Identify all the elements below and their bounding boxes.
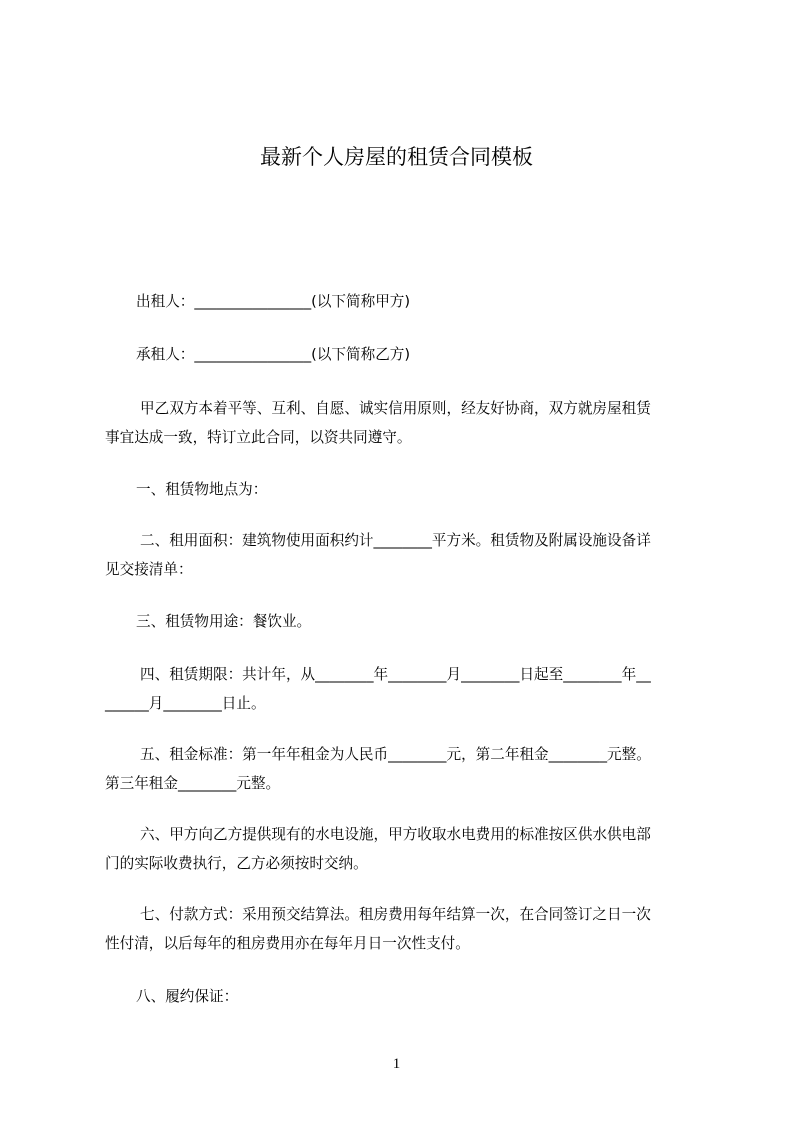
clause-3	[105, 607, 700, 636]
clause-7-line-2: 性付清，以后每年的租房费用亦在每年月日一次性支付。	[105, 935, 470, 952]
clause-3-line-1: 三、租赁物用途：餐饮业。	[136, 613, 312, 630]
clause-6-line-2: 门的实际收费执行，乙方必须按时交纳。	[105, 855, 368, 872]
clause-8-line-1: 八、履约保证：	[136, 988, 239, 1005]
document-title: 最新个人房屋的租赁合同模板	[260, 145, 533, 169]
page-number: 1	[392, 1056, 401, 1072]
lessee-line	[105, 340, 700, 369]
lessor-text: 出租人：________________(以下简称甲方)	[136, 293, 411, 310]
clause-4	[105, 660, 700, 718]
clause-5-line-2: 第三年租金________元整。	[105, 775, 281, 792]
clause-6-line-1: 六、甲方向乙方提供现有的水电设施，甲方收取水电费用的标准按区供水供电部	[140, 826, 651, 843]
preamble-line-2: 事宜达成一致，特订立此合同，以资共同遵守。	[105, 429, 412, 446]
clause-2	[105, 526, 700, 584]
clause-5-line-1: 五、租金标准：第一年年租金为人民币________元，第二年租金________元整。	[140, 746, 651, 763]
clause-4-line-2: ______月________日止。	[105, 695, 266, 712]
clause-1-line-1: 一、租赁物地点为：	[136, 481, 268, 498]
lessor-line	[105, 287, 700, 316]
clause-8	[105, 982, 700, 1011]
clause-7-line-1: 七、付款方式：采用预交结算法。租房费用每年结算一次，在合同签订之日一次	[140, 906, 651, 923]
lessee-text: 承租人：________________(以下简称乙方)	[136, 346, 411, 363]
clause-1	[105, 475, 700, 504]
clause-2-line-2: 见交接清单：	[105, 561, 193, 578]
preamble-paragraph	[105, 394, 700, 452]
preamble-line-1: 甲乙双方本着平等、互利、自愿、诚实信用原则，经友好协商，双方就房屋租赁	[140, 400, 651, 417]
clause-7	[105, 900, 700, 958]
clause-4-line-1: 四、租赁期限：共计年，从________年________月________日起至________年__	[140, 666, 651, 683]
clause-2-line-1: 二、租用面积：建筑物使用面积约计________平方米。租赁物及附属设施设备详	[140, 532, 651, 549]
clause-5	[105, 740, 700, 798]
clause-6	[105, 820, 700, 878]
